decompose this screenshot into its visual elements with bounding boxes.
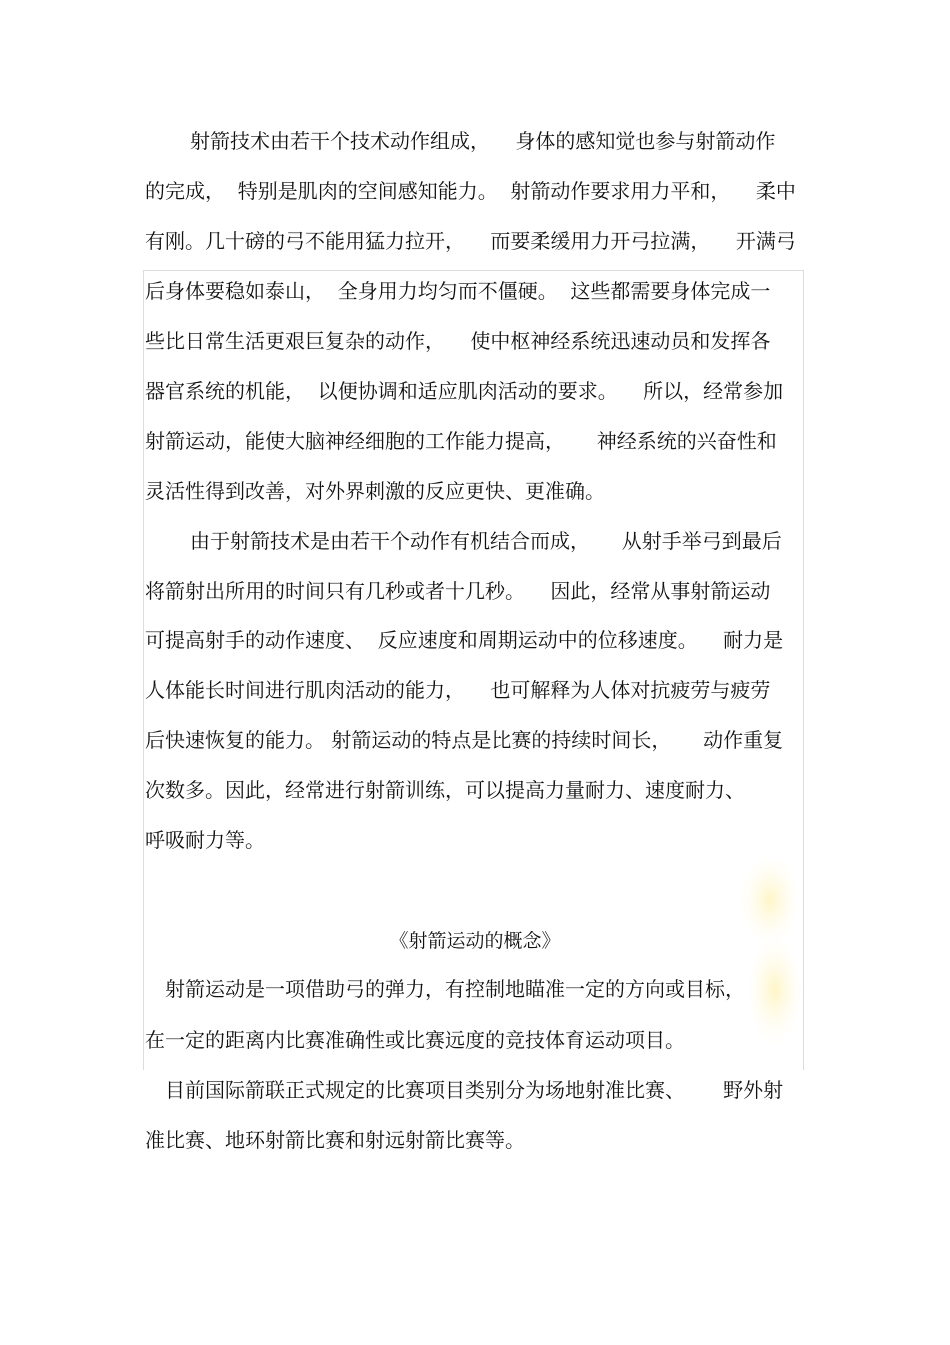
frame-top-border xyxy=(143,270,804,271)
paragraph2-line-4: 人体能长时间进行肌肉活动的能力， 也可解释为人体对抗疲劳与疲劳 xyxy=(145,678,771,702)
paragraph1-line-1: 射箭技术由若干个技术动作组成， 身体的感知觉也参与射箭动作 xyxy=(190,129,776,153)
paragraph2-line-7: 呼吸耐力等。 xyxy=(145,828,265,852)
paragraph1-line-5: 些比日常生活更艰巨复杂的动作， 使中枢神经系统迅速动员和发挥各 xyxy=(145,329,771,353)
paragraph2-line-6: 次数多。因此，经常进行射箭训练，可以提高力量耐力、速度耐力、 xyxy=(145,778,745,802)
paragraph2-line-2: 将箭射出所用的时间只有几秒或者十几秒。 因此，经常从事射箭运动 xyxy=(145,579,771,603)
paragraph3-line-1: 射箭运动是一项借助弓的弹力，有控制地瞄准一定的方向或目标， xyxy=(165,977,745,1001)
paragraph2-line-3: 可提高射手的动作速度、 反应速度和周期运动中的位移速度。 耐力是 xyxy=(145,628,784,652)
paragraph4-line-2: 准比赛、地环射箭比赛和射远射箭比赛等。 xyxy=(145,1128,525,1152)
paragraph2-line-1: 由于射箭技术是由若干个动作有机结合而成， 从射手举弓到最后 xyxy=(190,529,782,553)
paragraph1-line-7: 射箭运动，能使大脑神经细胞的工作能力提高， 神经系统的兴奋性和 xyxy=(145,429,777,453)
paragraph2-line-5: 后快速恢复的能力。 射箭运动的特点是比赛的持续时间长， 动作重复 xyxy=(145,728,784,752)
paragraph4-line-1: 目前国际箭联正式规定的比赛项目类别分为场地射准比赛、 野外射 xyxy=(165,1078,784,1102)
paragraph1-line-4: 后身体要稳如泰山， 全身用力均匀而不僵硬。 这些都需要身体完成一 xyxy=(145,279,771,303)
section-title: 《射箭运动的概念》 xyxy=(389,930,561,952)
frame-left-border xyxy=(143,270,144,1070)
paragraph3-line-2: 在一定的距离内比赛准确性或比赛远度的竞技体育运动项目。 xyxy=(145,1028,685,1052)
paragraph1-line-3: 有刚。几十磅的弓不能用猛力拉开， 而要柔缓用力开弓拉满， 开满弓 xyxy=(145,229,796,253)
paragraph1-line-2: 的完成， 特别是肌肉的空间感知能力。 射箭动作要求用力平和， 柔中 xyxy=(145,179,796,203)
paragraph1-line-6: 器官系统的机能， 以便协调和适应肌肉活动的要求。 所以，经常参加 xyxy=(145,379,784,403)
paragraph1-line-8: 灵活性得到改善，对外界刺激的反应更快、更准确。 xyxy=(145,479,605,503)
